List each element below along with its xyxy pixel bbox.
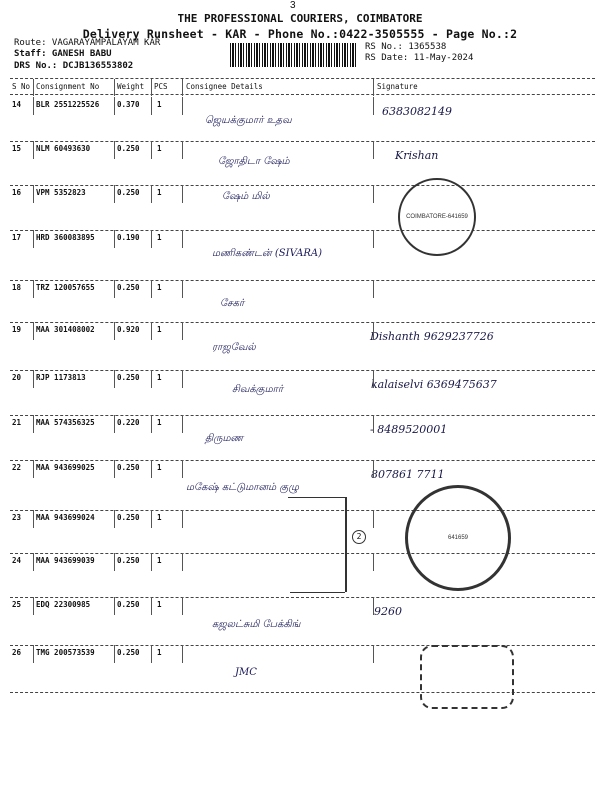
- row-consignment: NLM 60493630: [36, 144, 91, 153]
- row-signature: kalaiselvi 6369475637: [371, 378, 497, 391]
- row-sno: 24: [12, 556, 22, 565]
- group-bracket: [345, 497, 347, 592]
- divider: [151, 79, 152, 96]
- row-consignee: JMC: [235, 667, 257, 678]
- row-rule: [10, 415, 595, 416]
- row-pcs: 1: [157, 100, 162, 109]
- divider: [373, 79, 374, 96]
- divider: [33, 230, 34, 248]
- row-sno: 25: [12, 600, 22, 609]
- row-sno: 19: [12, 325, 22, 334]
- divider: [182, 645, 183, 663]
- divider: [114, 597, 115, 615]
- row-pcs: 1: [157, 556, 162, 565]
- divider: [33, 322, 34, 340]
- divider: [182, 141, 183, 159]
- row-weight: 0.190: [117, 233, 140, 242]
- row-pcs: 1: [157, 144, 162, 153]
- divider: [33, 370, 34, 388]
- divider: [373, 645, 374, 663]
- row-pcs: 1: [157, 373, 162, 382]
- header-rule: [10, 94, 595, 95]
- divider: [151, 415, 152, 433]
- divider: [114, 553, 115, 571]
- row-sno: 23: [12, 513, 22, 522]
- row-consignment: TRZ 120057655: [36, 283, 95, 292]
- divider: [182, 322, 183, 340]
- row-rule: [10, 460, 595, 461]
- divider: [373, 460, 374, 478]
- divider: [114, 280, 115, 298]
- row-rule: [10, 370, 595, 371]
- row-weight: 0.250: [117, 463, 140, 472]
- divider: [182, 185, 183, 203]
- divider: [182, 370, 183, 388]
- row-consignee: மகேஷ் கட்டுமானம் குழு: [186, 482, 299, 493]
- row-weight: 0.220: [117, 418, 140, 427]
- row-pcs: 1: [157, 418, 162, 427]
- runsheet-title: Delivery Runsheet - KAR - Phone No.:0422-3505555 - Page No.:2: [82, 27, 518, 41]
- row-pcs: 1: [157, 648, 162, 657]
- route-label: Route: VAGARAYAMPALAYAM KAR: [14, 38, 161, 48]
- divider: [33, 280, 34, 298]
- divider: [151, 510, 152, 528]
- row-consignment: TMG 200573539: [36, 648, 95, 657]
- col-sno: S No: [12, 82, 31, 91]
- row-rule: [10, 597, 595, 598]
- divider: [114, 230, 115, 248]
- divider: [373, 280, 374, 298]
- row-consignment: EDQ 22300985: [36, 600, 91, 609]
- divider: [151, 370, 152, 388]
- row-consignee: ராஜவேல்: [212, 342, 256, 353]
- page-mark: 3: [290, 0, 296, 11]
- row-pcs: 1: [157, 233, 162, 242]
- divider: [151, 185, 152, 203]
- row-weight: 0.250: [117, 188, 140, 197]
- divider: [33, 97, 34, 115]
- courier-stamp: [398, 178, 476, 256]
- row-sno: 17: [12, 233, 22, 242]
- divider: [182, 510, 183, 528]
- address-stamp: [420, 645, 514, 709]
- row-signature: 9260: [374, 605, 402, 618]
- col-signature: Signature: [377, 82, 418, 91]
- divider: [151, 460, 152, 478]
- divider: [151, 141, 152, 159]
- rs-date: RS Date: 11-May-2024: [365, 53, 474, 63]
- row-weight: 0.250: [117, 648, 140, 657]
- drs-number: DRS No.: DCJB136553802: [14, 61, 134, 71]
- circled-mark: 2: [352, 530, 366, 544]
- divider: [33, 510, 34, 528]
- divider: [33, 415, 34, 433]
- row-rule: [10, 141, 595, 142]
- row-consignee: ஷேம் மில்: [222, 191, 270, 202]
- divider: [373, 510, 374, 528]
- divider: [151, 280, 152, 298]
- row-weight: 0.250: [117, 513, 140, 522]
- row-sno: 21: [12, 418, 22, 427]
- divider: [373, 230, 374, 248]
- row-consignee: ஜெயக்குமார் உதவ: [205, 115, 292, 126]
- divider: [373, 370, 374, 388]
- divider: [33, 553, 34, 571]
- divider: [182, 415, 183, 433]
- stamp-text: COIMBATORE-641659: [406, 214, 468, 220]
- row-signature: 6383082149: [382, 105, 452, 118]
- row-rule: [10, 185, 595, 186]
- row-sno: 14: [12, 100, 22, 109]
- row-pcs: 1: [157, 283, 162, 292]
- divider: [114, 645, 115, 663]
- divider: [33, 141, 34, 159]
- row-rule: [10, 280, 595, 281]
- row-pcs: 1: [157, 325, 162, 334]
- row-weight: 0.250: [117, 600, 140, 609]
- row-pcs: 1: [157, 188, 162, 197]
- row-consignee: சிவக்குமார்: [232, 384, 284, 395]
- row-rule: [10, 322, 595, 323]
- divider: [114, 185, 115, 203]
- row-sno: 26: [12, 648, 22, 657]
- col-consignment: Consignment No: [36, 82, 100, 91]
- divider: [151, 597, 152, 615]
- row-consignee: சேகர்: [220, 298, 245, 309]
- row-consignment: RJP 1173813: [36, 373, 86, 382]
- row-pcs: 1: [157, 600, 162, 609]
- staff-label: Staff: GANESH BABU: [14, 49, 112, 59]
- divider: [182, 597, 183, 615]
- row-consignment: HRD 360083895: [36, 233, 95, 242]
- row-consignment: VPM 5352823: [36, 188, 86, 197]
- row-consignment: MAA 943699039: [36, 556, 95, 565]
- row-signature: - 8489520001: [370, 423, 448, 436]
- bracket-bottom: [290, 592, 345, 593]
- row-signature: Dishanth 9629237726: [370, 330, 494, 343]
- divider: [373, 97, 374, 115]
- divider: [151, 230, 152, 248]
- row-weight: 0.370: [117, 100, 140, 109]
- barcode: [230, 43, 358, 67]
- col-weight: Weight: [117, 82, 145, 91]
- divider: [114, 370, 115, 388]
- row-consignee: திருமண: [205, 433, 244, 444]
- company-title: THE PROFESSIONAL COURIERS, COIMBATORE: [177, 12, 423, 25]
- divider: [114, 97, 115, 115]
- row-weight: 0.250: [117, 373, 140, 382]
- row-weight: 0.250: [117, 144, 140, 153]
- row-sno: 20: [12, 373, 22, 382]
- office-seal: [405, 485, 511, 591]
- seal-text: 641659: [447, 535, 469, 541]
- divider: [114, 141, 115, 159]
- divider: [182, 460, 183, 478]
- divider: [151, 645, 152, 663]
- row-consignee: ஜோதிடா ஷேம்: [218, 156, 290, 167]
- divider: [182, 280, 183, 298]
- col-pcs: PCS: [154, 82, 168, 91]
- row-consignment: MAA 301408002: [36, 325, 95, 334]
- divider: [33, 79, 34, 96]
- row-signature: Krishan: [395, 149, 439, 162]
- table-top-rule: [10, 78, 595, 79]
- rs-number: RS No.: 1365538: [365, 42, 447, 52]
- row-consignment: MAA 943699025: [36, 463, 95, 472]
- divider: [373, 185, 374, 203]
- divider: [182, 230, 183, 248]
- divider: [373, 597, 374, 615]
- divider: [33, 185, 34, 203]
- divider: [114, 322, 115, 340]
- divider: [151, 97, 152, 115]
- row-rule: [10, 510, 595, 511]
- divider: [151, 553, 152, 571]
- divider: [182, 79, 183, 96]
- divider: [373, 415, 374, 433]
- divider: [114, 460, 115, 478]
- row-pcs: 1: [157, 463, 162, 472]
- divider: [182, 97, 183, 115]
- row-pcs: 1: [157, 513, 162, 522]
- divider: [151, 322, 152, 340]
- row-sno: 18: [12, 283, 22, 292]
- row-sno: 15: [12, 144, 22, 153]
- row-sno: 16: [12, 188, 22, 197]
- row-consignment: MAA 574356325: [36, 418, 95, 427]
- divider: [33, 460, 34, 478]
- divider: [373, 553, 374, 571]
- divider: [114, 510, 115, 528]
- divider: [33, 645, 34, 663]
- divider: [33, 597, 34, 615]
- row-weight: 0.250: [117, 283, 140, 292]
- row-consignee: கஜலட்சுமி பேக்கிங்: [212, 619, 301, 630]
- row-sno: 22: [12, 463, 22, 472]
- divider: [373, 322, 374, 340]
- row-weight: 0.250: [117, 556, 140, 565]
- row-consignment: MAA 943699024: [36, 513, 95, 522]
- divider: [114, 79, 115, 96]
- row-weight: 0.920: [117, 325, 140, 334]
- divider: [373, 141, 374, 159]
- divider: [114, 415, 115, 433]
- col-consignee: Consignee Details: [186, 82, 263, 91]
- row-rule: [10, 230, 595, 231]
- row-signature: 807861 7711: [371, 468, 445, 481]
- divider: [182, 553, 183, 571]
- bracket-top: [288, 497, 345, 498]
- row-consignee: மணிகண்டன் (SIVARA): [212, 248, 322, 259]
- row-consignment: BLR 2551225526: [36, 100, 100, 109]
